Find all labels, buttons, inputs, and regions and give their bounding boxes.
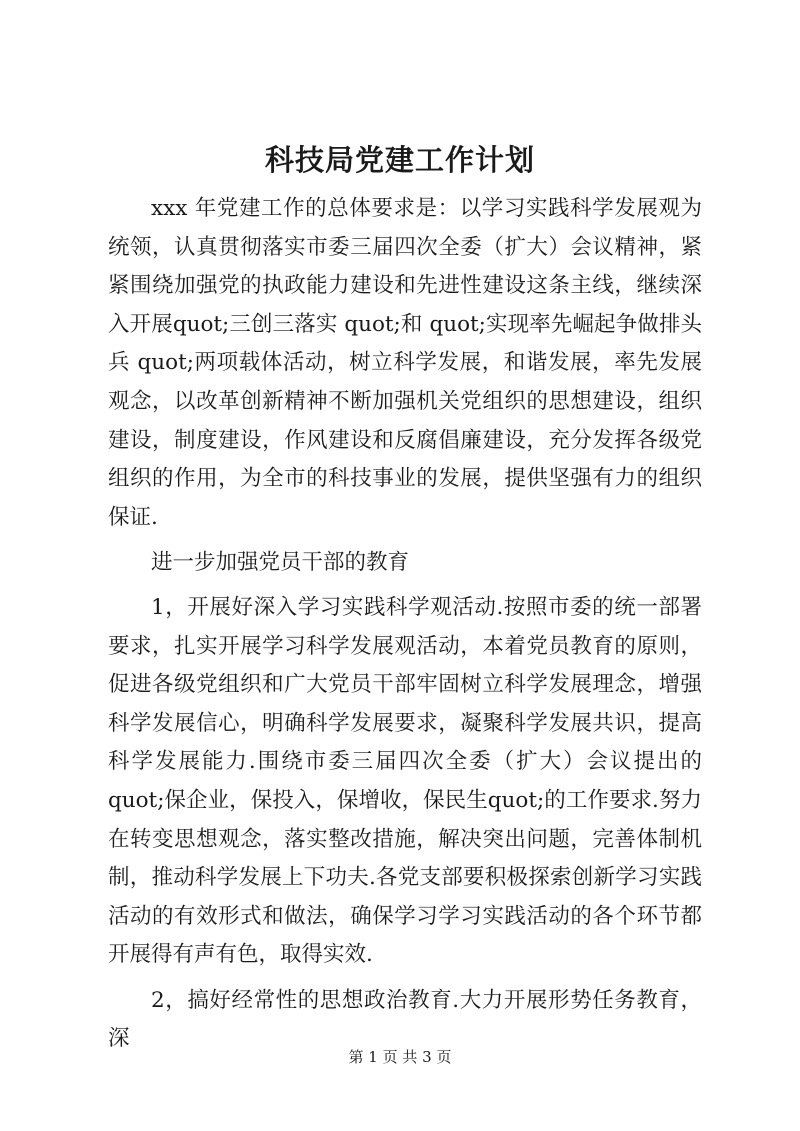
document-body — [108, 190, 702, 1066]
document-title: 科技局党建工作计划 — [264, 143, 535, 177]
item-2-paragraph: 2，搞好经常性的思想政治教育.大力开展形势任务教育，深 — [108, 987, 702, 1052]
item-1-paragraph: 1，开展好深入学习实践科学观活动.按照市委的统一部署要求，扎实开展学习科学发展观活动，本着党员教育的原则，促进各级党组织和广大党员干部牢固树立科学发展理念，增强科学发展信心，明确科学发展要求，凝聚科学发展共识，提高科学发展能力.围绕市委三届四次全委（扩大）会议提出的quot;保企业，保投入，保增收，保民生quot;的工作要求.努力在转变思想观念，落实整改措施，解决突出问题，完善体制机制，推动科学发展上下功夫.各党支部要积极探索创新学习实践活动的有效形式和做法，确保学习学习实践活动的各个环节都开展得有声有色，取得实效. — [108, 594, 702, 968]
page-footer: 第 1 页 共 3 页 — [348, 1048, 452, 1066]
intro-paragraph: xxx 年党建工作的总体要求是：以学习实践科学发展观为统领，认真贯彻落实市委三届四次全委（扩大）会议精神，紧紧围绕加强党的执政能力建设和先进性建设这条主线，继续深入开展quot;三创三落实 quot;和 quot;实现率先崛起争做排头兵 quot;两项载体活动，树立科学发展，和谐发展，率先发展观念，以改革创新精神不断加强机关党组织的思想建设，组织建设，制度建设，作风建设和反腐倡廉建设，充分发挥各级党组织的作用，为全市的科技事业的发展，提供坚强有力的组织保证. — [108, 196, 702, 530]
section-heading: 进一步加强党员干部的教育 — [151, 550, 410, 576]
